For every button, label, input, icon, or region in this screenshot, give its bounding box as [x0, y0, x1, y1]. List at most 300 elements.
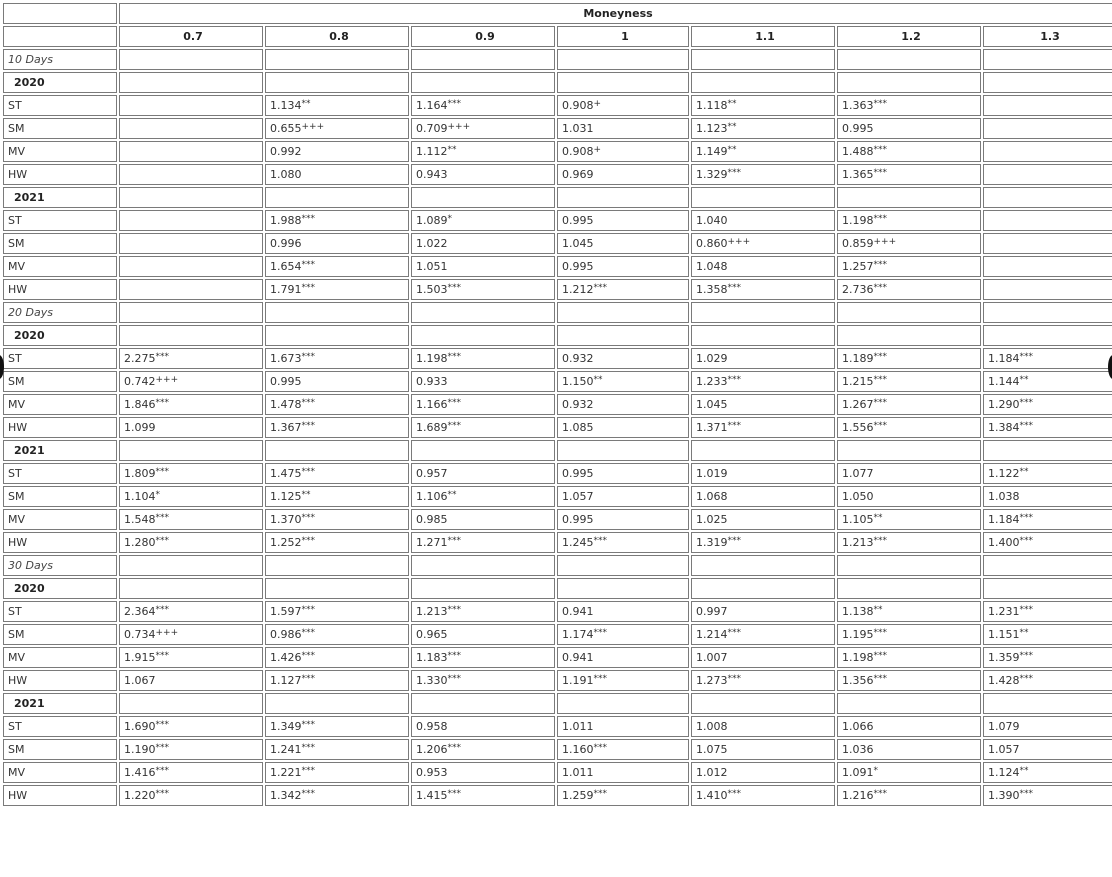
significance-mark: **: [593, 375, 603, 385]
empty-cell: [557, 693, 689, 714]
table-row: [3, 532, 1112, 553]
value-cell: 1.127***: [265, 670, 409, 691]
model-label: MV: [3, 256, 117, 277]
value-cell: 0.932: [557, 394, 689, 415]
value-cell: 1.184***: [983, 348, 1112, 369]
model-label: SM: [3, 233, 117, 254]
table-row: [3, 601, 1112, 622]
significance-mark: ***: [155, 605, 169, 615]
significance-mark: ***: [593, 628, 607, 638]
value-cell: 1.011: [557, 762, 689, 783]
year-row-label: 2021: [3, 440, 117, 461]
empty-cell: [411, 440, 555, 461]
table-row: [3, 371, 1112, 392]
value-cell: 0.995: [557, 463, 689, 484]
value-cell: 1.673***: [265, 348, 409, 369]
model-label: ST: [3, 210, 117, 231]
value-cell: 1.475***: [265, 463, 409, 484]
value-cell: 1.488***: [837, 141, 981, 162]
year-row-label: 2020: [3, 578, 117, 599]
significance-mark: +++: [301, 122, 325, 132]
value-cell: 1.245***: [557, 532, 689, 553]
value-cell: 1.329***: [691, 164, 835, 185]
value-cell: 1.689***: [411, 417, 555, 438]
significance-mark: **: [1019, 766, 1029, 776]
empty-cell: [837, 440, 981, 461]
significance-mark: **: [447, 490, 457, 500]
value-cell: 1.150**: [557, 371, 689, 392]
significance-mark: ***: [301, 674, 315, 684]
header-title-row: [3, 3, 1112, 24]
value-cell: 1.068: [691, 486, 835, 507]
value-cell: 1.415***: [411, 785, 555, 806]
empty-cell: [837, 187, 981, 208]
value-cell: 1.426***: [265, 647, 409, 668]
significance-mark: *: [447, 214, 452, 224]
value-cell: 1.195***: [837, 624, 981, 645]
significance-mark: ***: [1019, 421, 1033, 431]
value-cell: 0.958: [411, 716, 555, 737]
value-cell: 1.654***: [265, 256, 409, 277]
significance-mark: **: [301, 490, 311, 500]
year-row: [3, 578, 1112, 599]
significance-mark: ***: [1019, 513, 1033, 523]
value-cell: 1.040: [691, 210, 835, 231]
value-cell: 0.997: [691, 601, 835, 622]
significance-mark: ***: [873, 789, 887, 799]
value-cell: 1.057: [557, 486, 689, 507]
significance-mark: ***: [447, 651, 461, 661]
significance-mark: ***: [873, 398, 887, 408]
empty-cell: [265, 72, 409, 93]
significance-mark: *: [155, 490, 160, 500]
significance-mark: ***: [593, 789, 607, 799]
empty-cell: [691, 49, 835, 70]
value-cell: 1.390***: [983, 785, 1112, 806]
model-label: MV: [3, 647, 117, 668]
value-cell: 1.106**: [411, 486, 555, 507]
value-cell: 1.273***: [691, 670, 835, 691]
empty-cell: [691, 72, 835, 93]
value-cell: 1.038: [983, 486, 1112, 507]
model-label: SM: [3, 486, 117, 507]
section-row-label: 10 Days: [3, 49, 117, 70]
corner-cell: [3, 26, 117, 47]
value-cell: 1.267***: [837, 394, 981, 415]
significance-mark: ***: [727, 789, 741, 799]
empty-cell: [411, 72, 555, 93]
significance-mark: *: [873, 766, 878, 776]
value-cell: 0.996: [265, 233, 409, 254]
significance-mark: ***: [1019, 398, 1033, 408]
value-cell: 1.138**: [837, 601, 981, 622]
model-label: HW: [3, 417, 117, 438]
significance-mark: ***: [155, 766, 169, 776]
empty-cell: [691, 325, 835, 346]
column-header: 0.8: [265, 26, 409, 47]
model-label: ST: [3, 716, 117, 737]
value-cell: 1.051: [411, 256, 555, 277]
significance-mark: ***: [873, 283, 887, 293]
significance-mark: ***: [1019, 789, 1033, 799]
value-cell: 1.066: [837, 716, 981, 737]
value-cell: 0.965: [411, 624, 555, 645]
value-cell: 1.206***: [411, 739, 555, 760]
value-cell: 1.048: [691, 256, 835, 277]
value-cell: 0.734+++: [119, 624, 263, 645]
model-label: SM: [3, 371, 117, 392]
significance-mark: +++: [873, 237, 897, 247]
moneyness-title: Moneyness: [119, 3, 1112, 24]
value-cell: 1.166***: [411, 394, 555, 415]
significance-mark: ***: [301, 467, 315, 477]
value-cell: 1.428***: [983, 670, 1112, 691]
value-cell: 1.915***: [119, 647, 263, 668]
value-cell: 1.112**: [411, 141, 555, 162]
empty-cell: [119, 578, 263, 599]
value-cell: 1.356***: [837, 670, 981, 691]
value-cell: 1.134**: [265, 95, 409, 116]
significance-mark: ***: [873, 421, 887, 431]
table-row: [3, 348, 1112, 369]
empty-cell: [119, 187, 263, 208]
table-row: [3, 624, 1112, 645]
empty-cell: [411, 578, 555, 599]
value-cell: 1.371***: [691, 417, 835, 438]
value-cell: 0.655+++: [265, 118, 409, 139]
value-cell: 1.257***: [837, 256, 981, 277]
right-edge-marker: [1108, 355, 1112, 379]
empty-cell: [119, 72, 263, 93]
value-cell: 1.012: [691, 762, 835, 783]
significance-mark: ***: [593, 283, 607, 293]
value-cell: 1.011: [557, 716, 689, 737]
significance-mark: **: [1019, 628, 1029, 638]
value-cell: [983, 164, 1112, 185]
significance-mark: ***: [155, 398, 169, 408]
value-cell: [119, 118, 263, 139]
significance-mark: ***: [873, 168, 887, 178]
value-cell: 1.791***: [265, 279, 409, 300]
empty-cell: [119, 49, 263, 70]
value-cell: 1.118**: [691, 95, 835, 116]
significance-mark: **: [873, 513, 883, 523]
year-row-label: 2021: [3, 693, 117, 714]
value-cell: 1.149**: [691, 141, 835, 162]
value-cell: [119, 95, 263, 116]
value-cell: 1.213***: [411, 601, 555, 622]
significance-mark: ***: [155, 352, 169, 362]
value-cell: 0.995: [837, 118, 981, 139]
empty-cell: [411, 49, 555, 70]
value-cell: [983, 256, 1112, 277]
value-cell: 0.995: [557, 210, 689, 231]
value-cell: 1.007: [691, 647, 835, 668]
value-cell: 1.213***: [837, 532, 981, 553]
significance-mark: ***: [873, 352, 887, 362]
value-cell: 1.174***: [557, 624, 689, 645]
value-cell: 1.220***: [119, 785, 263, 806]
table-body: [3, 3, 1112, 806]
significance-mark: ***: [873, 651, 887, 661]
value-cell: 2.275***: [119, 348, 263, 369]
moneyness-table: [1, 1, 1112, 808]
value-cell: 0.933: [411, 371, 555, 392]
value-cell: 1.080: [265, 164, 409, 185]
empty-cell: [557, 49, 689, 70]
significance-mark: ***: [1019, 352, 1033, 362]
value-cell: 1.125**: [265, 486, 409, 507]
value-cell: 1.233***: [691, 371, 835, 392]
value-cell: 1.400***: [983, 532, 1112, 553]
value-cell: 0.932: [557, 348, 689, 369]
value-cell: 0.908+: [557, 95, 689, 116]
significance-mark: ***: [301, 352, 315, 362]
significance-mark: ***: [447, 536, 461, 546]
empty-cell: [411, 187, 555, 208]
significance-mark: ***: [301, 513, 315, 523]
model-label: ST: [3, 463, 117, 484]
value-cell: 1.216***: [837, 785, 981, 806]
value-cell: 1.556***: [837, 417, 981, 438]
empty-cell: [983, 555, 1112, 576]
empty-cell: [411, 555, 555, 576]
empty-cell: [837, 49, 981, 70]
value-cell: 0.995: [557, 256, 689, 277]
column-header: 0.7: [119, 26, 263, 47]
value-cell: 1.008: [691, 716, 835, 737]
significance-mark: **: [1019, 467, 1029, 477]
table-row: [3, 509, 1112, 530]
column-header: 1.1: [691, 26, 835, 47]
value-cell: [119, 279, 263, 300]
value-cell: 1.089*: [411, 210, 555, 231]
value-cell: 0.957: [411, 463, 555, 484]
empty-cell: [265, 325, 409, 346]
significance-mark: **: [727, 99, 737, 109]
significance-mark: ***: [301, 628, 315, 638]
value-cell: 1.045: [691, 394, 835, 415]
value-cell: [119, 256, 263, 277]
empty-cell: [119, 302, 263, 323]
empty-cell: [837, 555, 981, 576]
empty-cell: [557, 578, 689, 599]
value-cell: [119, 210, 263, 231]
model-label: HW: [3, 164, 117, 185]
model-label: ST: [3, 348, 117, 369]
value-cell: 1.416***: [119, 762, 263, 783]
value-cell: 1.410***: [691, 785, 835, 806]
value-cell: 1.190***: [119, 739, 263, 760]
column-header: 0.9: [411, 26, 555, 47]
model-label: HW: [3, 670, 117, 691]
value-cell: 1.122**: [983, 463, 1112, 484]
value-cell: 1.212***: [557, 279, 689, 300]
table-row: [3, 716, 1112, 737]
value-cell: 1.214***: [691, 624, 835, 645]
value-cell: 1.077: [837, 463, 981, 484]
section-row: [3, 302, 1112, 323]
year-row: [3, 325, 1112, 346]
empty-cell: [557, 302, 689, 323]
value-cell: [983, 95, 1112, 116]
value-cell: 0.742+++: [119, 371, 263, 392]
significance-mark: ***: [727, 168, 741, 178]
value-cell: 1.164***: [411, 95, 555, 116]
value-cell: 1.031: [557, 118, 689, 139]
value-cell: 1.085: [557, 417, 689, 438]
column-header: 1: [557, 26, 689, 47]
empty-cell: [983, 302, 1112, 323]
value-cell: 1.330***: [411, 670, 555, 691]
empty-cell: [691, 302, 835, 323]
significance-mark: +++: [155, 375, 179, 385]
empty-cell: [691, 555, 835, 576]
empty-cell: [265, 49, 409, 70]
section-row: [3, 555, 1112, 576]
significance-mark: ***: [155, 720, 169, 730]
significance-mark: ***: [301, 398, 315, 408]
empty-cell: [837, 302, 981, 323]
significance-mark: ***: [873, 214, 887, 224]
significance-mark: ***: [155, 513, 169, 523]
value-cell: 1.215***: [837, 371, 981, 392]
value-cell: 1.280***: [119, 532, 263, 553]
value-cell: 1.349***: [265, 716, 409, 737]
value-cell: 1.290***: [983, 394, 1112, 415]
empty-cell: [983, 440, 1112, 461]
value-cell: 2.736***: [837, 279, 981, 300]
significance-mark: ***: [873, 628, 887, 638]
value-cell: [119, 141, 263, 162]
significance-mark: +++: [447, 122, 471, 132]
significance-mark: ***: [727, 674, 741, 684]
year-row-label: 2020: [3, 72, 117, 93]
significance-mark: ***: [727, 375, 741, 385]
value-cell: 1.342***: [265, 785, 409, 806]
empty-cell: [983, 49, 1112, 70]
year-row: [3, 72, 1112, 93]
empty-cell: [837, 72, 981, 93]
value-cell: 1.548***: [119, 509, 263, 530]
significance-mark: ***: [301, 260, 315, 270]
significance-mark: ***: [155, 789, 169, 799]
significance-mark: +: [593, 99, 602, 109]
year-row-label: 2021: [3, 187, 117, 208]
significance-mark: ***: [873, 99, 887, 109]
value-cell: 1.358***: [691, 279, 835, 300]
significance-mark: ***: [301, 421, 315, 431]
significance-mark: ***: [447, 743, 461, 753]
empty-cell: [691, 440, 835, 461]
value-cell: 1.271***: [411, 532, 555, 553]
significance-mark: ***: [301, 743, 315, 753]
table-row: [3, 486, 1112, 507]
value-cell: 0.969: [557, 164, 689, 185]
empty-cell: [983, 72, 1112, 93]
significance-mark: **: [727, 145, 737, 155]
year-row: [3, 187, 1112, 208]
table-row: [3, 210, 1112, 231]
model-label: SM: [3, 624, 117, 645]
value-cell: 1.259***: [557, 785, 689, 806]
value-cell: 1.022: [411, 233, 555, 254]
empty-cell: [983, 578, 1112, 599]
significance-mark: ***: [301, 651, 315, 661]
value-cell: 1.079: [983, 716, 1112, 737]
value-cell: 1.123**: [691, 118, 835, 139]
value-cell: 0.860+++: [691, 233, 835, 254]
value-cell: 1.252***: [265, 532, 409, 553]
empty-cell: [265, 693, 409, 714]
value-cell: 1.183***: [411, 647, 555, 668]
empty-cell: [557, 72, 689, 93]
table-row: [3, 95, 1112, 116]
value-cell: 1.025: [691, 509, 835, 530]
value-cell: 1.231***: [983, 601, 1112, 622]
significance-mark: ***: [873, 674, 887, 684]
significance-mark: **: [301, 99, 311, 109]
value-cell: 1.189***: [837, 348, 981, 369]
significance-mark: ***: [301, 214, 315, 224]
significance-mark: **: [447, 145, 457, 155]
significance-mark: ***: [873, 145, 887, 155]
value-cell: 1.091*: [837, 762, 981, 783]
value-cell: 1.099: [119, 417, 263, 438]
empty-cell: [265, 440, 409, 461]
value-cell: [983, 118, 1112, 139]
value-cell: 1.029: [691, 348, 835, 369]
value-cell: 1.988***: [265, 210, 409, 231]
empty-cell: [983, 693, 1112, 714]
value-cell: 1.045: [557, 233, 689, 254]
table-row: [3, 647, 1112, 668]
significance-mark: ***: [301, 605, 315, 615]
empty-cell: [411, 325, 555, 346]
significance-mark: ***: [1019, 536, 1033, 546]
value-cell: 1.184***: [983, 509, 1112, 530]
empty-cell: [265, 302, 409, 323]
model-label: MV: [3, 509, 117, 530]
table-row: [3, 141, 1112, 162]
table-row: [3, 233, 1112, 254]
significance-mark: ***: [447, 674, 461, 684]
value-cell: 2.364***: [119, 601, 263, 622]
significance-mark: **: [873, 605, 883, 615]
empty-cell: [119, 555, 263, 576]
value-cell: 1.151**: [983, 624, 1112, 645]
empty-cell: [411, 302, 555, 323]
table-row: [3, 463, 1112, 484]
significance-mark: ***: [727, 283, 741, 293]
value-cell: 1.050: [837, 486, 981, 507]
significance-mark: ***: [727, 628, 741, 638]
value-cell: 0.995: [265, 371, 409, 392]
year-row-label: 2020: [3, 325, 117, 346]
significance-mark: ***: [873, 260, 887, 270]
empty-cell: [557, 187, 689, 208]
column-header-row: [3, 26, 1112, 47]
empty-cell: [265, 187, 409, 208]
table-row: [3, 279, 1112, 300]
significance-mark: ***: [155, 743, 169, 753]
value-cell: 1.105**: [837, 509, 981, 530]
empty-cell: [557, 325, 689, 346]
empty-cell: [691, 578, 835, 599]
significance-mark: ***: [155, 536, 169, 546]
significance-mark: ***: [1019, 605, 1033, 615]
empty-cell: [119, 440, 263, 461]
